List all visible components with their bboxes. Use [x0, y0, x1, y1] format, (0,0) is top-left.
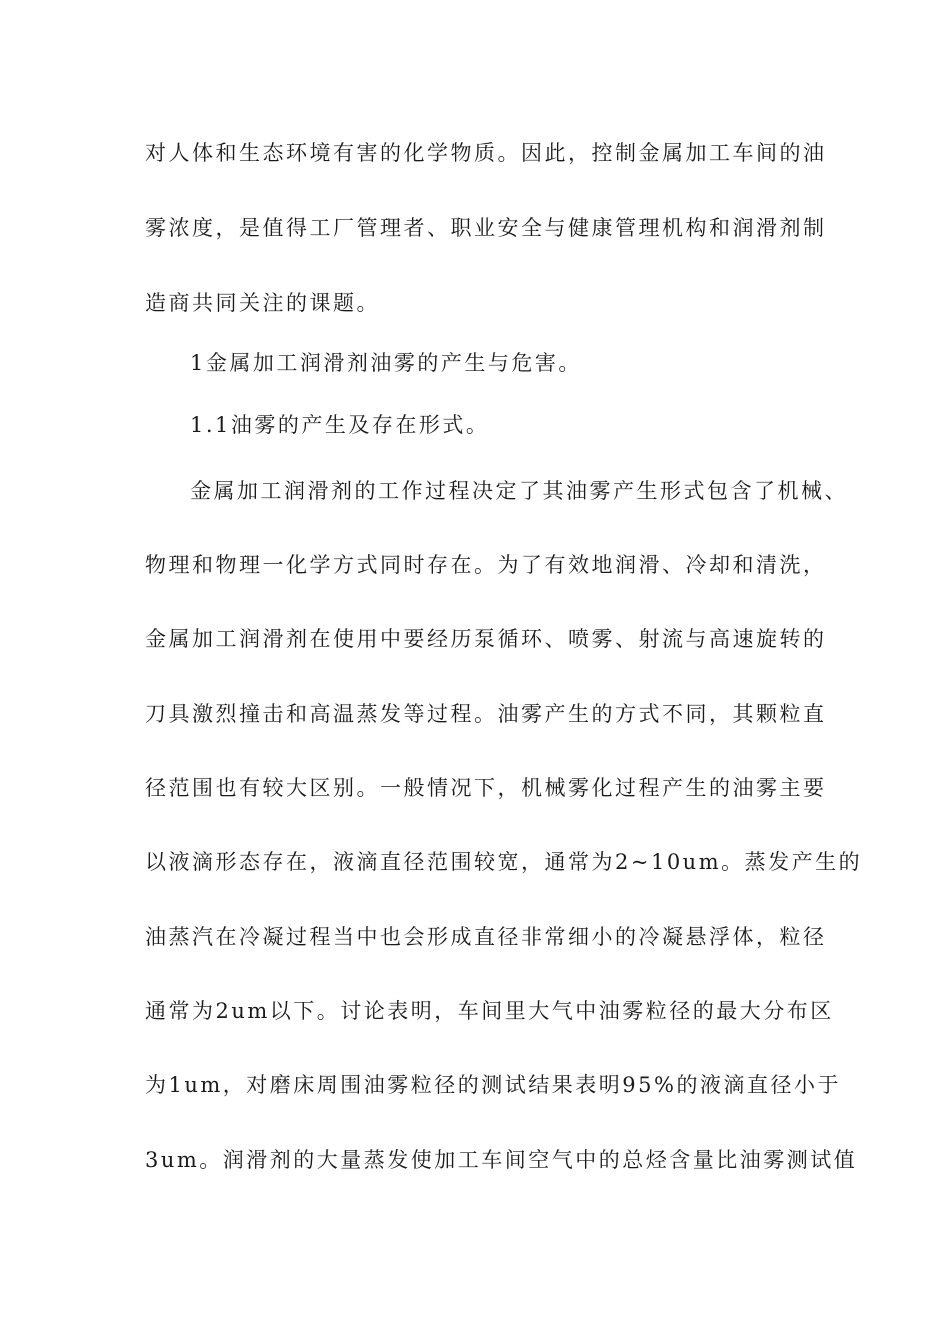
section-heading-1-1: 1.1油雾的产生及存在形式。 [190, 413, 490, 437]
text-line-3: 造商共同关注的课题。 [145, 291, 380, 315]
text-line-14: 为1um，对磨床周围油雾粒径的测试结果表明95%的液滴直径小于 [145, 1073, 841, 1097]
text-line-13: 通常为2um以下。讨论表明，车间里大气中油雾粒径的最大分布区 [145, 999, 834, 1023]
text-line-9: 刀具激烈撞击和高温蒸发等过程。油雾产生的方式不同，其颗粒直 [145, 702, 827, 726]
text-line-7: 物理和物理一化学方式同时存在。为了有效地润滑、冷却和清洗， [145, 553, 827, 577]
section-heading-1: 1金属加工润滑剂油雾的产生与危害。 [190, 351, 582, 375]
text-line-1: 对人体和生态环境有害的化学物质。因此，控制金属加工车间的油 [145, 141, 827, 165]
text-line-12: 油蒸汽在冷凝过程当中也会形成直径非常细小的冷凝悬浮体，粒径 [145, 925, 827, 949]
text-line-15: 3um。润滑剂的大量蒸发使加工车间空气中的总烃含量比油雾测试值 [145, 1148, 858, 1172]
text-line-2: 雾浓度，是值得工厂管理者、职业安全与健康管理机构和润滑剂制 [145, 216, 827, 240]
text-line-8: 金属加工润滑剂在使用中要经历泵循环、喷雾、射流与高速旋转的 [145, 627, 827, 651]
text-line-11: 以液滴形态存在，液滴直径范围较宽，通常为2~10um。蒸发产生的 [145, 850, 863, 874]
text-line-6: 金属加工润滑剂的工作过程决定了其油雾产生形式包含了机械、 [190, 479, 848, 503]
text-line-10: 径范围也有较大区别。一般情况下，机械雾化过程产生的油雾主要 [145, 776, 827, 800]
